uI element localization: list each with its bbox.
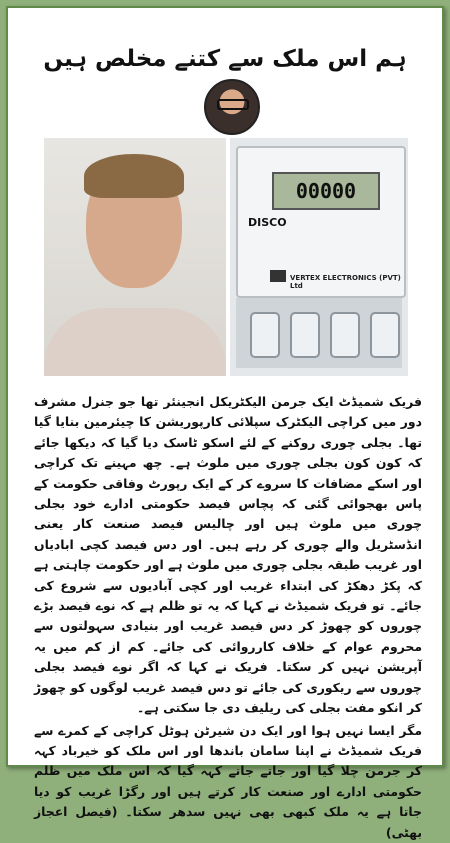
article-body [34, 392, 422, 843]
meter-logo-icon [270, 270, 286, 282]
electric-meter-photo [230, 138, 408, 376]
glasses-icon [217, 99, 249, 110]
article-card [6, 6, 444, 840]
article-paragraph: مگر ایسا نہیں ہوا اور ایک دن شیرٹن ہوٹل کراچی کے کمرے سے فریک شمیڈٹ نے اپنا سامان باندھا اور اس ملک کو خیرباد کہہ کر جرمن چلا گیا اور جاتے جاتے کہہ گیا کہ اس ملک میں ظلم حکومتی ادارے اور صنعت کار کرتے ہیں اور رگڑا غریب کو دیا جاتا ہے یہ ملک کبھی بھی نہیں سدھر سکتا۔ (فیصل اعجاز بھٹی) [34, 722, 422, 840]
meter-brand-label: DISCO [248, 216, 287, 229]
meter-manufacturer-label: VERTEX ELECTRONICS (PVT) Ltd [290, 274, 401, 290]
author-avatar [204, 79, 260, 135]
meter-terminals [236, 298, 402, 368]
hair-shape [84, 154, 184, 198]
terminal-icon [250, 312, 280, 358]
terminal-icon [330, 312, 360, 358]
engineer-photo [44, 138, 226, 376]
article-title: ہم اس ملک سے کتنے مخلص ہیں [43, 46, 407, 72]
shirt-shape [44, 308, 226, 376]
meter-display: 00000 [272, 172, 380, 210]
terminal-icon [290, 312, 320, 358]
terminal-icon [370, 312, 400, 358]
article-paragraph: فریک شمیڈٹ ایک جرمن الیکٹریکل انجینئر تھا جو جنرل مشرف دور میں کراچی الیکٹرک سپلائی کارپوریشن کا چیئرمین بنایا گیا تھا۔ بجلی چوری روکنے کے لئے اسکو ٹاسک دیا گیا کہ دیکھا جائے کہ کون کون بجلی چوری میں ملوث ہے۔ چھ مہینے تک کراچی اور اسکے مضافات کا سروے کر کے ایک رپورٹ وفاقی حکومت کے پاس بھجوائی گئی کہ پچاس فیصد حکومتی ادارے خود بجلی چوری میں ملوث ہیں اور چالیس فیصد صنعت کار یعنی انڈسٹریل والے چوری کر رہے ہیں۔ اور دس فیصد کچی ابادیاں اور غریب طبقہ بجلی چوری میں ملوث ہے اور حکومت چاہتی ہے کہ پکڑ دھکڑ کی ابتداء غریب اور کچی آبادیوں سے شروع کی جائے۔ تو فریک شمیڈٹ نے کہا کہ یہ تو ظلم ہے کہ نوے فیصد بڑے چوروں کو چھوڑ کر دس فیصد غریب اور بنیادی سہولتوں سے محروم عوام کے خلاف کارروائی کی جائے۔ کم از کم میں یہ آپریشن نہیں کر سکتا۔ فریک نے کہا کہ اگر نوے فیصد بجلی چوروں سے ریکوری کی جائے تو دس فیصد غریب لوگوں کو چھوڑ کر انکو مفت بجلی کی ریلیف دی جا سکتی ہے۔ [34, 394, 422, 716]
meter-body [236, 146, 406, 298]
